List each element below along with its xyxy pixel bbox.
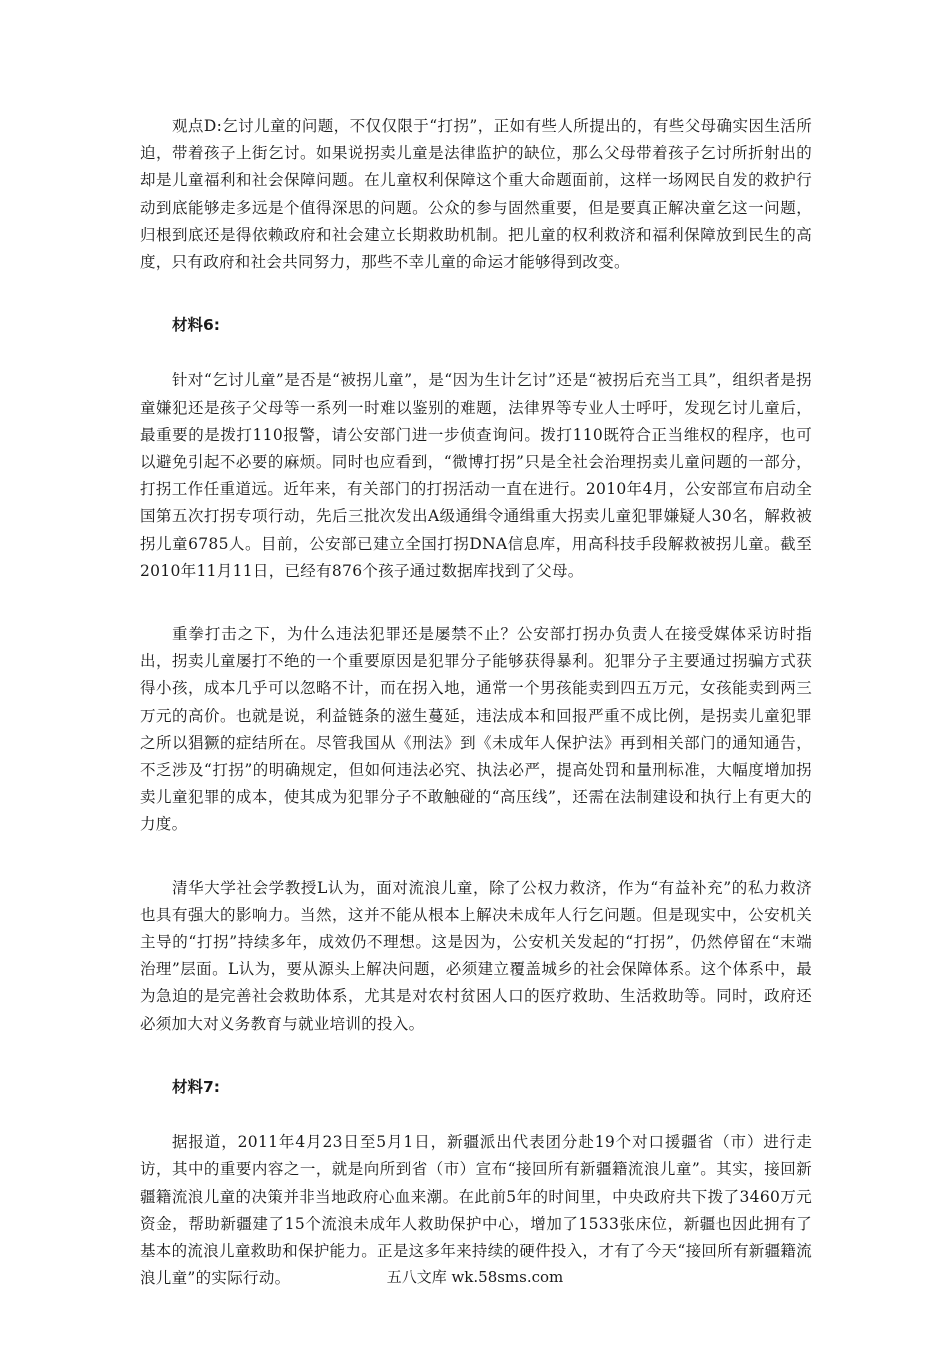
paragraph-material-6-3: 清华大学社会学教授L认为，面对流浪儿童，除了公权力救济，作为“有益补充”的私力救济也具有强大的影响力。当然，这并不能从根本上解决未成年人行乞问题。但是现实中，公安机关主导的“打拐”持续多年，成效仍不理想。这是因为，公安机关发起的“打拐”，仍然停留在“末端治理”层面。L认为，要从源头上解决问题，必须建立覆盖城乡的社会保障体系。这个体系中，最为急迫的是完善社会救助体系，尤其是对农村贫困人口的医疗救助、生活救助等。同时，政府还必须加大对义务教育与就业培训的投入。	[140, 878, 812, 1033]
section-heading-material-7: 材料7:	[172, 1077, 220, 1096]
section-heading-material-6: 材料6:	[172, 316, 220, 335]
paragraph-material-7-1: 据报道，2011年4月23日至5月1日，新疆派出代表团分赴19个对口援疆省（市）进行走访，其中的重要内容之一，就是向所到省（市）宣布“接回所有新疆籍流浪儿童”。其实，接回新疆籍流浪儿童的决策并非当地政府心血来潮。在此前5年的时间里，中央政府共下拨了3460万元资金，帮助新疆建了15个流浪未成年人救助保护中心，增加了1533张床位，新疆也因此拥有了基本的流浪儿童救助和保护能力。正是这多年来持续的硬件投入，才有了今天“接回所有新疆籍流浪儿童”的实际行动。	[140, 1133, 812, 1288]
page-footer: 五八文库 wk.58sms.com	[386, 1268, 564, 1286]
document-body	[140, 113, 812, 1292]
paragraph-viewpoint-d: 观点D:乞讨儿童的问题，不仅仅限于“打拐”，正如有些人所提出的，有些父母确实因生活所迫，带着孩子上街乞讨。如果说拐卖儿童是法律监护的缺位，那么父母带着孩子乞讨所折射出的却是儿童福利和社会保障问题。在儿童权利保障这个重大命题面前，这样一场网民自发的救护行动到底能够走多远是个值得深思的问题。公众的参与固然重要，但是要真正解决童乞这一问题，归根到底还是得依赖政府和社会建立长期救助机制。把儿童的权利救济和福利保障放到民生的高度，只有政府和社会共同努力，那些不幸儿童的命运才能够得到改变。	[140, 117, 812, 272]
paragraph-material-6-2: 重拳打击之下，为什么违法犯罪还是屡禁不止？公安部打拐办负责人在接受媒体采访时指出，拐卖儿童屡打不绝的一个重要原因是犯罪分子能够获得暴利。犯罪分子主要通过拐骗方式获得小孩，成本几乎可以忽略不计，而在拐入地，通常一个男孩能卖到四五万元，女孩能卖到两三万元的高价。也就是说，利益链条的滋生蔓延，违法成本和回报严重不成比例，是拐卖儿童犯罪之所以猖獗的症结所在。尽管我国从《刑法》到《未成年人保护法》再到相关部门的通知通告，不乏涉及“打拐”的明确规定，但如何违法必究、执法必严，提高处罚和量刑标准，大幅度增加拐卖儿童犯罪的成本，使其成为犯罪分子不敢触碰的“高压线”，还需在法制建设和执行上有更大的力度。	[140, 625, 812, 834]
paragraph-material-6-1: 针对“乞讨儿童”是否是“被拐儿童”，是“因为生计乞讨”还是“被拐后充当工具”，组织者是拐童嫌犯还是孩子父母等一系列一时难以鉴别的难题，法律界等专业人士呼吁，发现乞讨儿童后，最重要的是拨打110报警，请公安部门进一步侦查询问。拨打110既符合正当维权的程序，也可以避免引起不必要的麻烦。同时也应看到，“微博打拐”只是全社会治理拐卖儿童问题的一部分，打拐工作任重道远。近年来，有关部门的打拐活动一直在进行。2010年4月，公安部宣布启动全国第五次打拐专项行动，先后三批次发出A级通缉令通缉重大拐卖儿童犯罪嫌疑人30名，解救被拐儿童6785人。目前，公安部已建立全国打拐DNA信息库，用高科技手段解救被拐儿童。截至2010年11月11日，已经有876个孩子通过数据库找到了父母。	[140, 371, 812, 580]
